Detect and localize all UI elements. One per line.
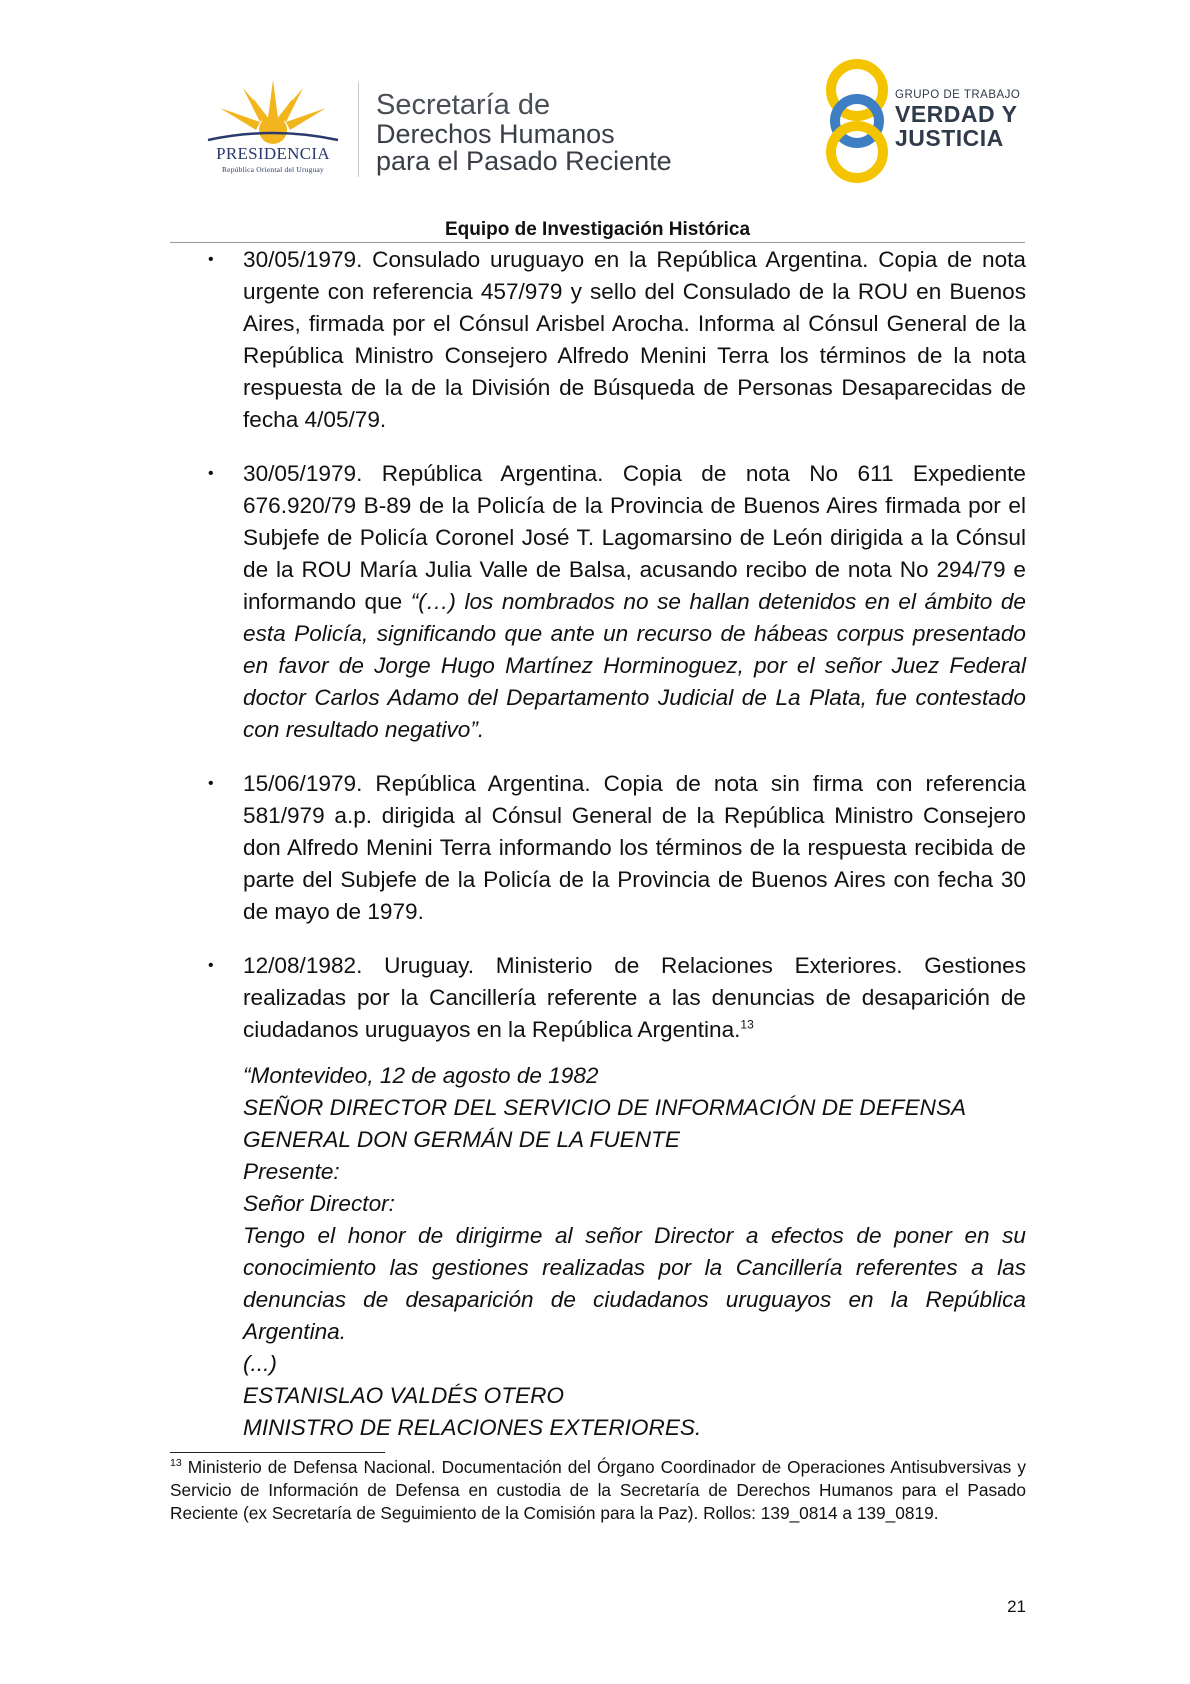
bullet-icon: • <box>208 775 214 792</box>
item-text-plain: 12/08/1982. Uruguay. Ministerio de Relaciones Exteriores. Gestiones realizadas por la Cancillería referente a las denuncias de desaparición de ciudadanos uruguayos en la República Argentina. <box>243 953 1026 1042</box>
quoted-letter <box>200 1060 1026 1444</box>
letter-ellipsis: (...) <box>243 1351 277 1376</box>
footnote-reference[interactable]: 13 <box>740 1017 754 1032</box>
secretaria-logo-text <box>376 90 672 175</box>
secretaria-line-3: para el Pasado Reciente <box>376 146 672 176</box>
header-rule <box>170 242 1025 243</box>
vj-line-2: VERDAD Y <box>895 101 1018 127</box>
list-item <box>200 768 1026 928</box>
footnote-text: Ministerio de Defensa Nacional. Documentación del Órgano Coordinador de Operaciones Antisubversivas y Servicio de Información de Defensa en custodia de la Secretaría de Derechos Humanos para el Pasado Reciente (ex Secretaría de Seguimiento de la Comisión para la Paz). Rollos: 139_0814 a 139_0819. <box>170 1457 1026 1523</box>
secretaria-line-2: Derechos Humanos <box>376 119 615 149</box>
item-text: 30/05/1979. Consulado uruguayo en la República Argentina. Copia de nota urgente con referencia 457/979 y sello del Consulado de la ROU en Buenos Aires, firmada por el Cónsul Arisbel Arocha. Informa al Cónsul General de la República Ministro Consejero Alfredo Menini Terra los términos de la nota respuesta de la de la División de Búsqueda de Personas Desaparecidas de fecha 4/05/79. <box>243 247 1026 432</box>
item-text: 15/06/1979. República Argentina. Copia de nota sin firma con referencia 581/979 a.p. dirigida al Cónsul General de la República Ministro Consejero don Alfredo Menini Terra informando los términos de la respuesta recibida de parte del Subjefe de la Policía de la Provincia de Buenos Aires con fecha 30 de mayo de 1979. <box>243 771 1026 924</box>
rings-icon <box>822 58 892 183</box>
vj-line-3: JUSTICIA <box>895 125 1004 151</box>
item-text-quoted: “(…) los nombrados no se hallan detenidos en el ámbito de esta Policía, significando que ante un recurso de hábeas corpus presentado en favor de Jorge Hugo Martínez Horminoguez, por el señor Juez Federal doctor Carlos Adamo del Departamento Judicial de La Plata, fue contestado con resultado negativo”. <box>243 589 1026 742</box>
letter-date: “Montevideo, 12 de agosto de 1982 <box>243 1063 599 1088</box>
section-title: Equipo de Investigación Histórica <box>444 219 751 240</box>
list-item <box>200 458 1026 746</box>
letter-addressee-2: GENERAL DON GERMÁN DE LA FUENTE <box>243 1127 680 1152</box>
bullet-icon: • <box>208 465 214 482</box>
verdad-justicia-text <box>895 88 1020 150</box>
bullet-icon: • <box>208 957 214 974</box>
letter-body: Tengo el honor de dirigirme al señor Director a efectos de poner en su conocimiento las gestiones realizadas por la Cancillería referentes a las denuncias de desaparición de ciudadanos uruguayos en la República Argentina. <box>243 1223 1026 1344</box>
letter-signer-title: MINISTRO DE RELACIONES EXTERIORES. <box>243 1415 702 1440</box>
presidencia-logo <box>198 78 348 178</box>
vj-line-1: GRUPO DE TRABAJO <box>895 89 1021 101</box>
item-text <box>243 950 1026 1046</box>
presidencia-subtitle: República Oriental del Uruguay <box>221 165 324 174</box>
list-item <box>200 244 1026 436</box>
document-body <box>200 244 1026 1444</box>
letter-signer: ESTANISLAO VALDÉS OTERO <box>243 1383 565 1408</box>
letter-salutation: Señor Director: <box>243 1191 395 1216</box>
verdad-justicia-logo <box>822 58 1032 183</box>
item-text <box>243 458 1026 746</box>
header-divider <box>358 82 359 177</box>
letter-presente: Presente: <box>243 1159 340 1184</box>
item-text-plain: 30/05/1979. República Argentina. Copia de nota No 611 Expediente 676.920/79 B-89 de la Policía de la Provincia de Buenos Aires firmada por el Subjefe de Policía Coronel José T. Lagomarsino de León dirigida a la Cónsul de la ROU María Julia Valle de Balsa, acusando recibo de nota No 294/79 e informando que <box>243 461 1026 614</box>
bullet-icon: • <box>208 251 214 268</box>
page-number: 21 <box>1007 1597 1026 1616</box>
page-header <box>0 0 1190 200</box>
sun-emblem-icon <box>198 78 348 148</box>
footnote-number: 13 <box>170 1457 182 1470</box>
secretaria-line-1: Secretaría de <box>376 89 551 121</box>
letter-addressee-1: SEÑOR DIRECTOR DEL SERVICIO DE INFORMACIÓN DE DEFENSA <box>243 1095 967 1120</box>
footnote <box>170 1456 1026 1525</box>
presidencia-wordmark: PRESIDENCIA <box>216 144 330 163</box>
list-item <box>200 950 1026 1046</box>
footnote-rule <box>170 1452 385 1453</box>
